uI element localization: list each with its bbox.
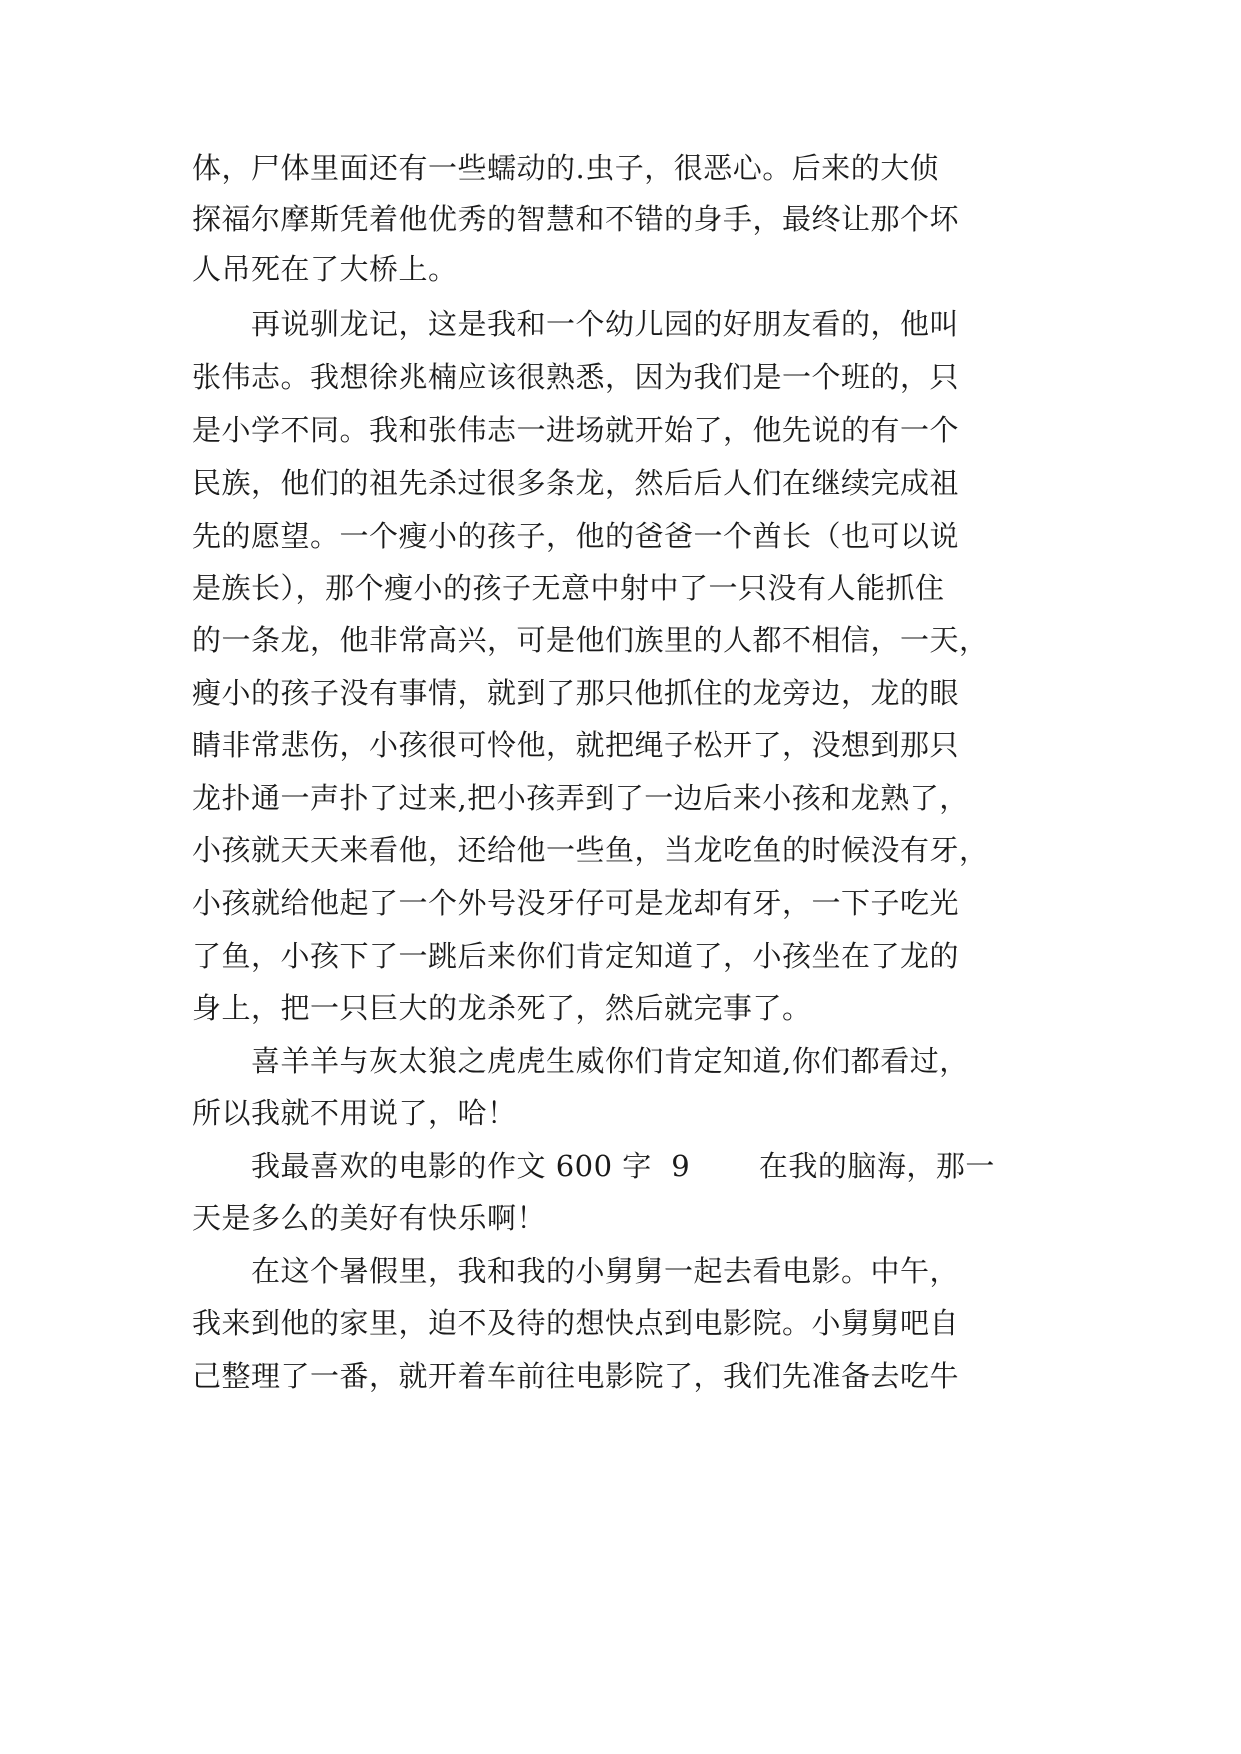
text-line: 喜羊羊与灰太狼之虎虎生威你们肯定知道,你们都看过， xyxy=(192,1044,969,1078)
text-line: 我最喜欢的电影的作文 600 字 9 在我的脑海，那一 xyxy=(192,1149,995,1183)
text-line: 龙扑通一声扑了过来,把小孩弄到了一边后来小孩和龙熟了， xyxy=(192,781,969,815)
text-line: 己整理了一番，就开着车前往电影院了，我们先准备去吃牛 xyxy=(192,1359,960,1393)
text-line: 所以我就不用说了，哈！ xyxy=(192,1096,517,1130)
text-line: 天是多么的美好有快乐啊！ xyxy=(192,1201,547,1235)
text-line: 先的愿望。一个瘦小的孩子，他的爸爸一个酋长（也可以说 xyxy=(192,519,960,553)
text-line: 在这个暑假里，我和我的小舅舅一起去看电影。中午， xyxy=(192,1254,960,1288)
text-line: 我来到他的家里，迫不及待的想快点到电影院。小舅舅吧自 xyxy=(192,1306,960,1340)
text-line: 睛非常悲伤，小孩很可怜他，就把绳子松开了，没想到那只 xyxy=(192,728,960,762)
text-line: 民族，他们的祖先杀过很多条龙，然后后人们在继续完成祖 xyxy=(192,466,960,500)
text-line: 体，尸体里面还有一些蠕动的.虫子，很恶心。后来的大侦 xyxy=(192,151,940,185)
text-line: 张伟志。我想徐兆楠应该很熟悉，因为我们是一个班的，只 xyxy=(192,360,960,394)
text-line: 的一条龙，他非常高兴，可是他们族里的人都不相信，一天， xyxy=(192,623,989,657)
text-line: 了鱼，小孩下了一跳后来你们肯定知道了，小孩坐在了龙的 xyxy=(192,939,960,973)
text-line: 再说驯龙记，这是我和一个幼儿园的好朋友看的，他叫 xyxy=(192,307,960,341)
text-line: 瘦小的孩子没有事情，就到了那只他抓住的龙旁边，龙的眼 xyxy=(192,676,960,710)
text-line: 身上，把一只巨大的龙杀死了，然后就完事了。 xyxy=(192,991,812,1025)
text-line: 是族长），那个瘦小的孩子无意中射中了一只没有人能抓住 xyxy=(192,571,945,605)
text-line: 小孩就天天来看他，还给他一些鱼，当龙吃鱼的时候没有牙， xyxy=(192,833,989,867)
text-line: 是小学不同。我和张伟志一进场就开始了，他先说的有一个 xyxy=(192,413,960,447)
text-line: 小孩就给他起了一个外号没牙仔可是龙却有牙，一下子吃光 xyxy=(192,886,960,920)
text-line: 人吊死在了大桥上。 xyxy=(192,252,458,286)
text-line: 探福尔摩斯凭着他优秀的智慧和不错的身手，最终让那个坏 xyxy=(192,202,960,236)
